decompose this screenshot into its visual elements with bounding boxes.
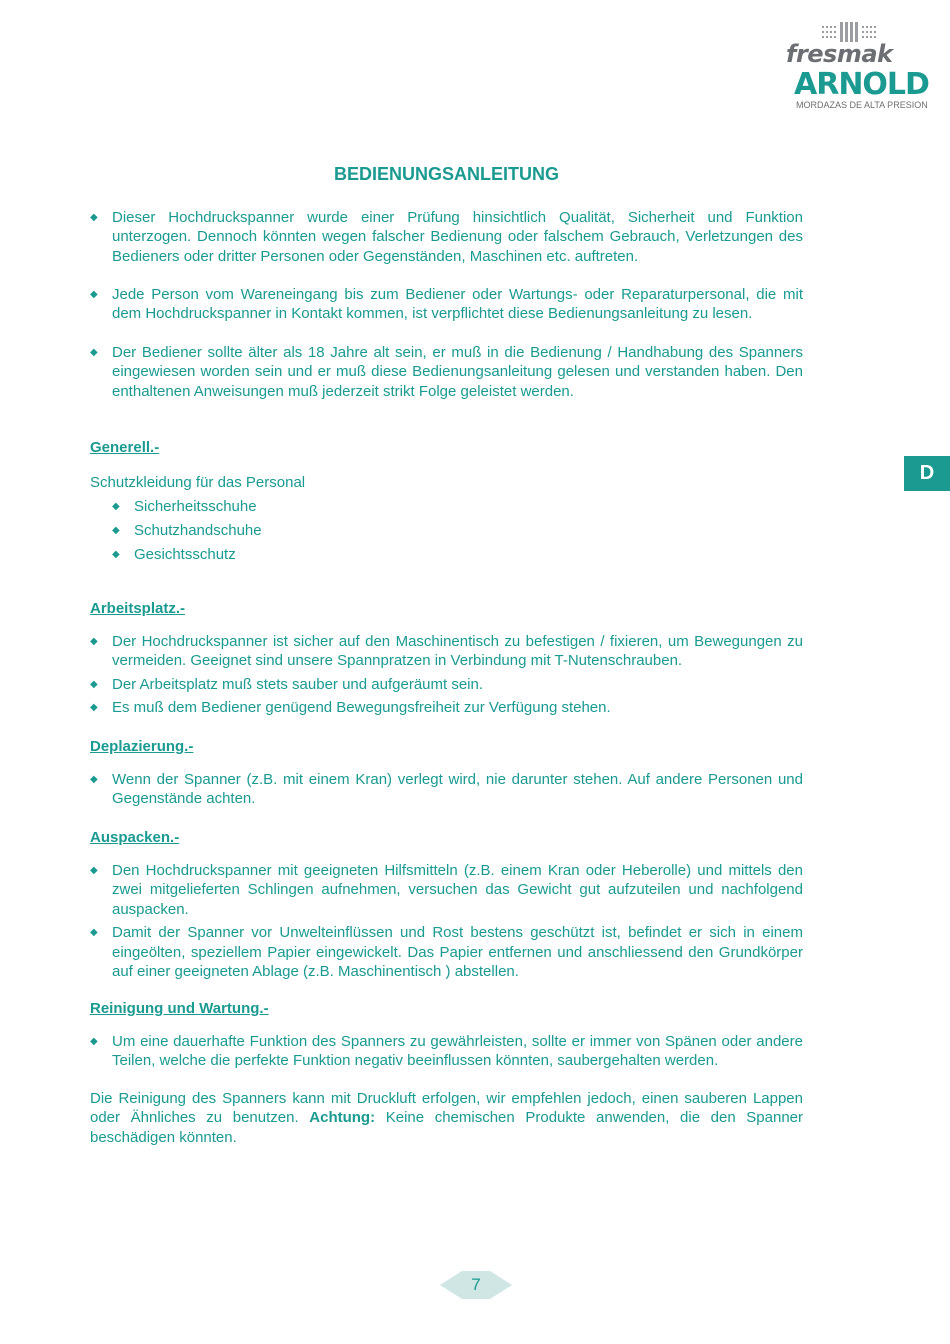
section-heading-arbeitsplatz: Arbeitsplatz.- — [90, 600, 186, 617]
list-item — [90, 543, 803, 567]
list-item-text: Sicherheitsschuhe — [134, 498, 257, 515]
bullet-icon: ◆ — [90, 774, 98, 785]
intro-list — [90, 208, 803, 266]
list-item-text: Gesichtsschutz — [134, 546, 236, 563]
paragraph-text: Die Reinigung des Spanners kann mit Druckluft erfolgen, wir empfehlen jedoch, einen sauberen Lappen oder Ähnliches zu benutzen. — [90, 1090, 803, 1127]
list-item-text: Der Arbeitsplatz muß stets sauber und aufgeräumt sein. — [112, 675, 484, 693]
list-item-text: Jede Person vom Wareneingang bis zum Bediener oder Wartungs- oder Reparaturpersonal, die mit dem Hochdruckspanner in Kontakt kommen, ist verpflichtet diese Bedienungsanleitung zu lesen. — [112, 286, 803, 323]
logo-tagline: MORDAZAS DE ALTA PRESION — [796, 100, 928, 110]
section-heading-reinigung: Reinigung und Wartung.- — [90, 1000, 269, 1017]
list-item — [90, 1032, 803, 1071]
list-item-text: Es muß dem Bediener genügend Bewegungsfreiheit zur Verfügung stehen. — [112, 699, 611, 717]
list-item — [90, 698, 803, 717]
list-item-text: Den Hochdruckspanner mit geeigneten Hilfsmitteln (z.B. einem Kran oder Heberolle) und mittels den zwei mitgelieferten Schlingen aufnehmen, versuchen das Gewicht gut aufzuteilen und nachfolgend auspacken. — [112, 862, 803, 918]
list-item — [90, 285, 803, 324]
generell-text: Schutzkleidung für das Personal — [90, 474, 306, 491]
list-item — [90, 519, 803, 543]
auspacken-list — [90, 861, 803, 981]
bullet-icon: ◆ — [90, 927, 98, 939]
reinigung-paragraph — [90, 1089, 803, 1147]
bullet-icon: ◆ — [90, 212, 98, 223]
bullet-icon: ◆ — [112, 549, 120, 560]
logo-brand-main: ARNOLD — [794, 67, 929, 102]
logo-grid-icon — [822, 22, 882, 42]
bullet-icon: ◆ — [90, 678, 98, 690]
bullet-icon: ◆ — [90, 636, 98, 647]
bullet-icon: ◆ — [90, 865, 98, 876]
list-item — [90, 495, 803, 519]
paragraph-text: Keine chemischen Produkte anwenden, die den Spanner beschädigen könnten. — [90, 1109, 803, 1146]
bullet-icon: ◆ — [90, 702, 98, 714]
language-tab: D — [904, 456, 950, 491]
generell-section — [90, 471, 803, 567]
list-item-text: Schutzhandschuhe — [134, 522, 262, 539]
list-item — [90, 675, 803, 694]
deplazierung-list — [90, 770, 803, 809]
list-item-text: Der Bediener sollte älter als 18 Jahre alt sein, er muß in die Bedienung / Handhabung des Spanners eingewiesen worden sein und er muß diese Bedienungsanleitung gelesen und verstanden haben. Den enthaltenen Anweisungen muß jederzeit strikt Folge geleistet werden. — [112, 344, 803, 400]
bullet-icon: ◆ — [90, 289, 98, 300]
bullet-icon: ◆ — [90, 1036, 98, 1047]
arbeitsplatz-list — [90, 632, 803, 718]
section-heading-deplazierung: Deplazierung.- — [90, 738, 194, 755]
section-heading-auspacken: Auspacken.- — [90, 829, 180, 846]
list-item — [90, 632, 803, 671]
company-logo — [780, 20, 930, 112]
list-item — [90, 923, 803, 981]
list-item — [90, 770, 803, 809]
intro-list — [90, 285, 803, 324]
bullet-icon: ◆ — [112, 525, 120, 536]
list-item-text: Der Hochdruckspanner ist sicher auf den Maschinentisch zu befestigen / fixieren, um Bewegungen zu vermeiden. Geeignet sind unsere Spannpratzen in Verbindung mit T-Nutenschrauben. — [112, 633, 803, 670]
list-item — [90, 208, 803, 266]
list-item-text: Wenn der Spanner (z.B. mit einem Kran) verlegt wird, nie darunter stehen. Auf andere Personen und Gegenstände achten. — [112, 771, 803, 808]
bullet-icon: ◆ — [112, 501, 120, 512]
bullet-icon: ◆ — [90, 347, 98, 358]
logo-brand-top: fresmak — [786, 40, 893, 68]
list-item-text: Damit der Spanner vor Unwelteinflüssen und Rost bestens geschützt ist, befindet er sich in einem eingeölten, speziellem Papier eingewickelt. Das Papier entfernen und anschliessend den Grundkörper auf einer geeigneten Ablage (z.B. Maschinentisch ) abstellen. — [112, 924, 803, 981]
page-title: BEDIENUNGSANLEITUNG — [333, 164, 559, 184]
reinigung-list — [90, 1032, 803, 1071]
section-heading-generell: Generell.- — [90, 439, 160, 456]
warning-label: Achtung: — [309, 1109, 376, 1127]
intro-list — [90, 343, 803, 401]
page-number-badge — [440, 1270, 512, 1300]
page-number: 7 — [471, 1275, 481, 1294]
list-item — [90, 343, 803, 401]
list-item — [90, 861, 803, 919]
list-item-text: Um eine dauerhafte Funktion des Spanners zu gewährleisten, sollte er immer von Spänen oder andere Teilen, welche die perfekte Funktion negativ beeinflussen könnten, saubergehalten werden. — [112, 1033, 803, 1070]
list-item-text: Dieser Hochdruckspanner wurde einer Prüfung hinsichtlich Qualität, Sicherheit und Funktion unterzogen. Dennoch könnten wegen falscher Bedienung oder falschem Gebrauch, Verletzungen des Bedieners oder dritter Personen oder Gegenständen, Maschinen etc. auftreten. — [112, 209, 803, 265]
